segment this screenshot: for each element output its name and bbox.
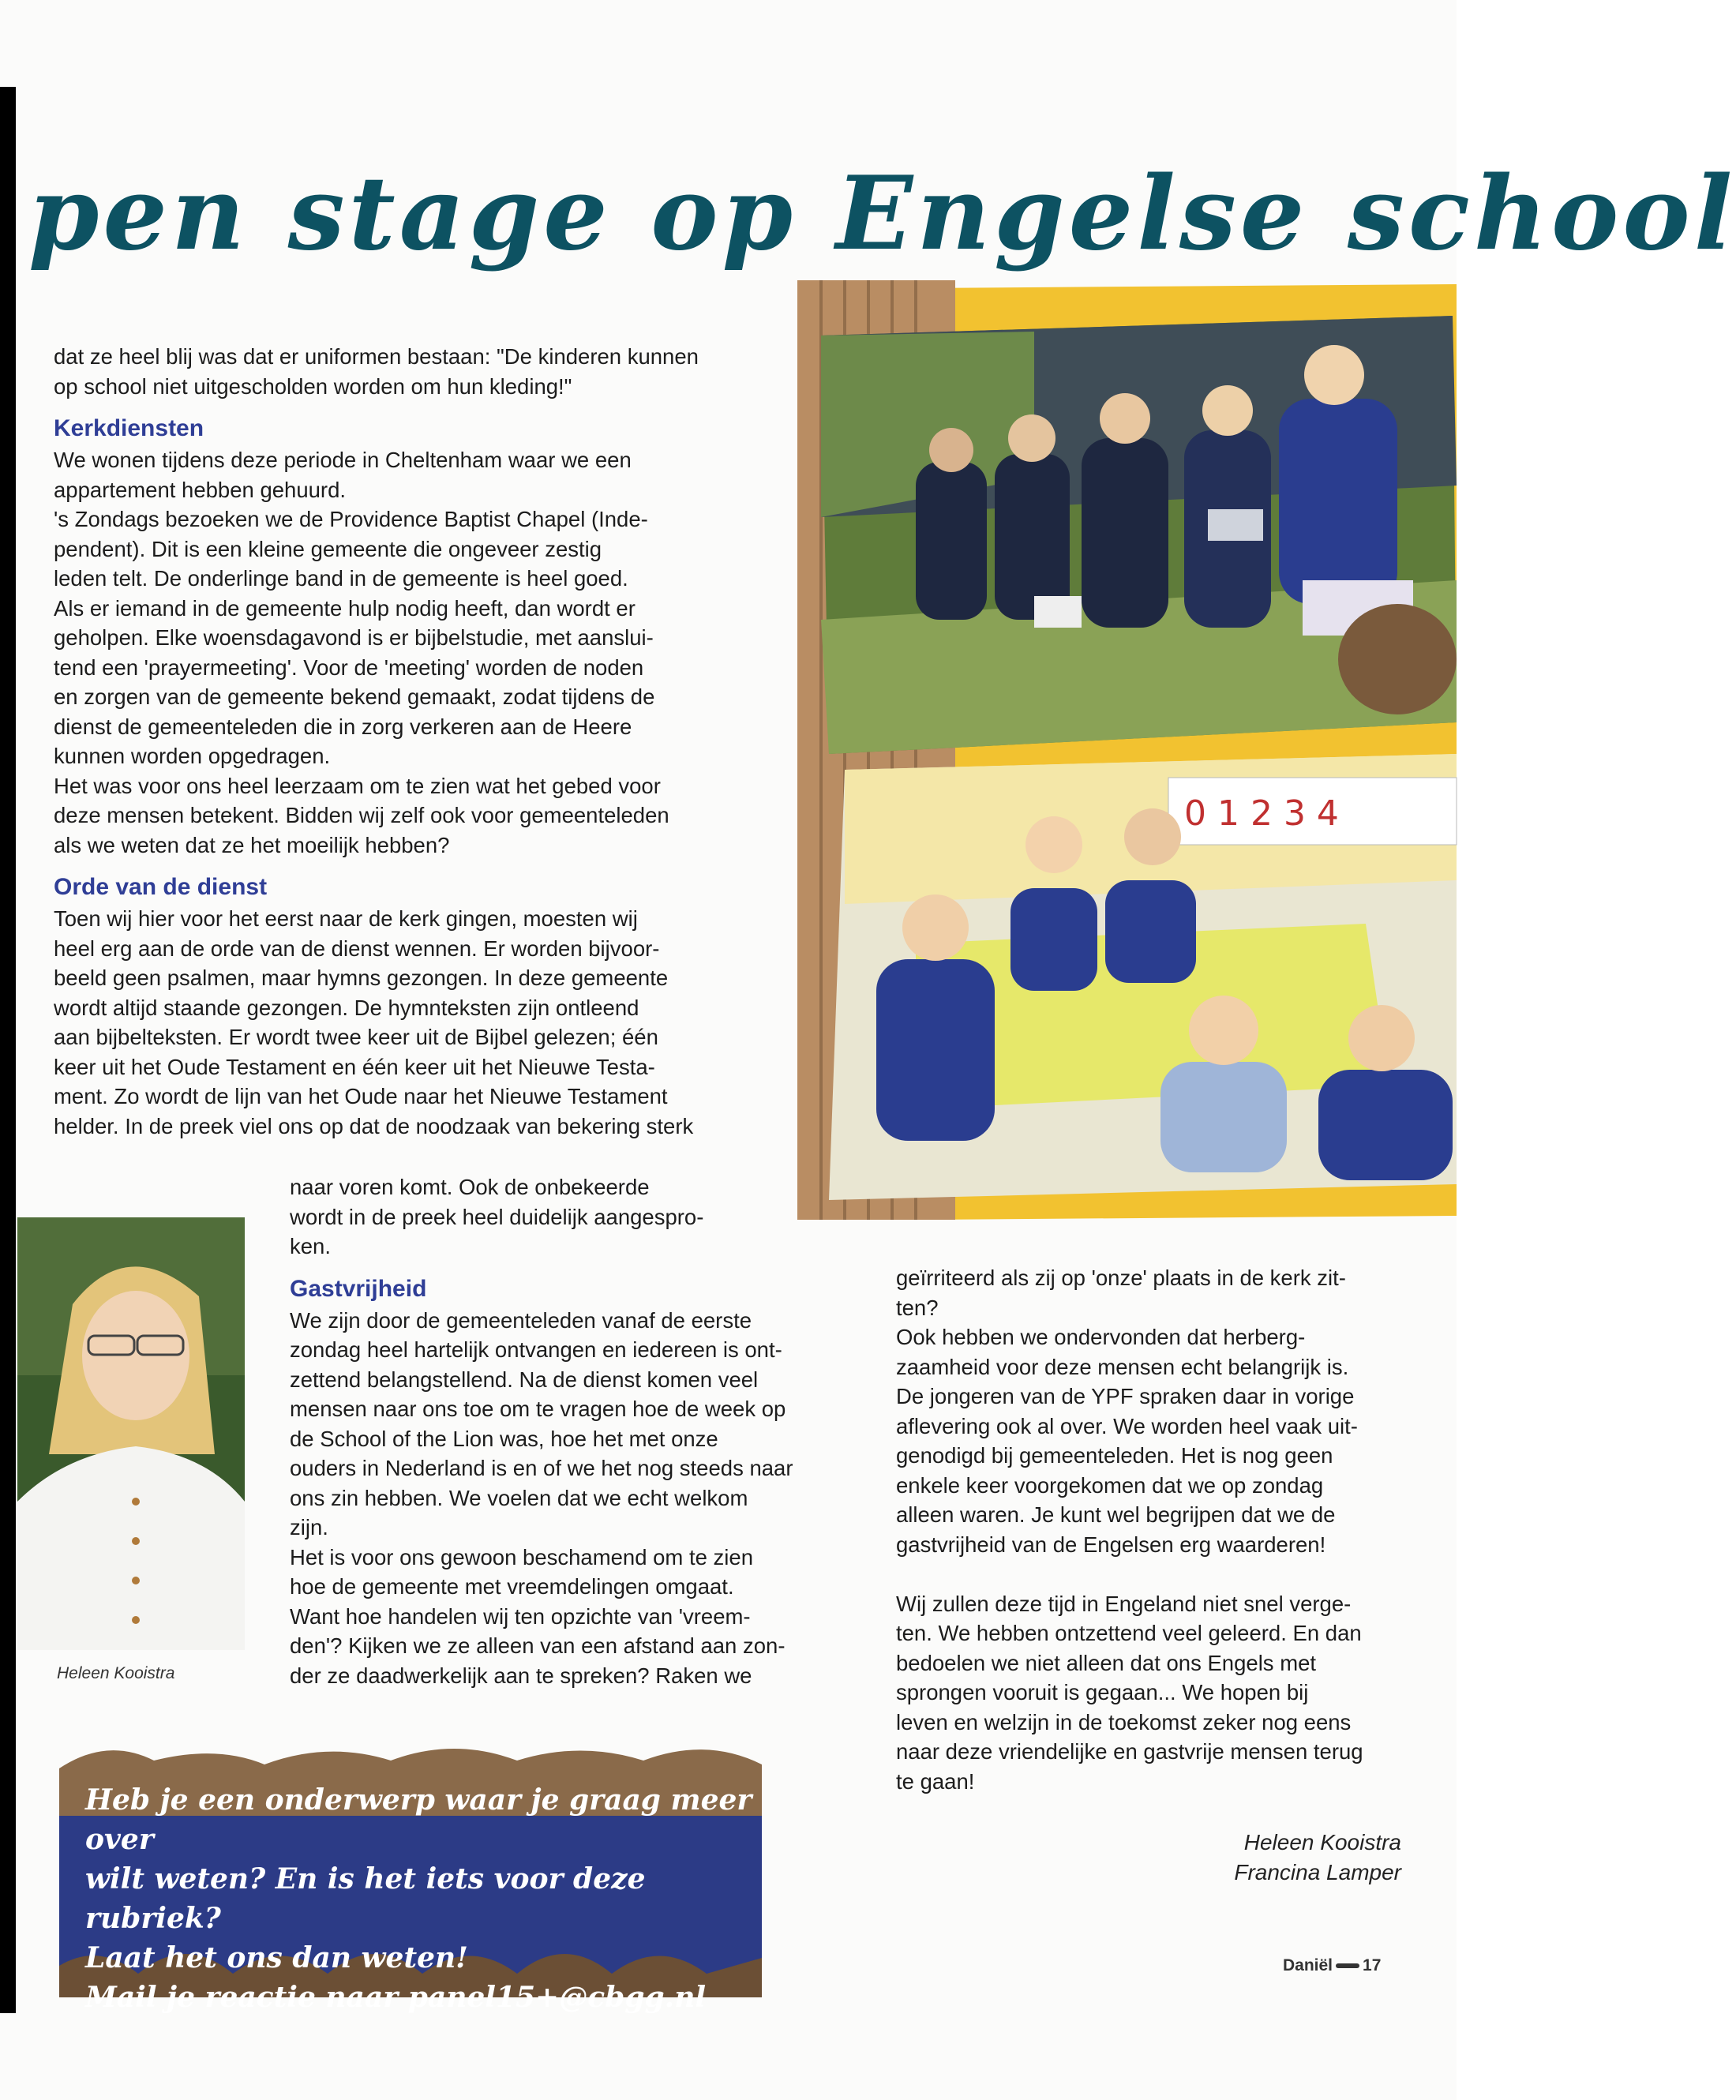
text-line: geholpen. Elke woensdagavond is er bijbelstudie, met aanslui- xyxy=(54,625,654,650)
author-name: Francina Lamper xyxy=(1234,1860,1401,1884)
text-line: naar deze vriendelijke en gastvrije mensen terug xyxy=(896,1739,1363,1764)
text-line: op school niet uitgescholden worden om hun kleding!" xyxy=(54,373,572,399)
article-title: pen stage op Engelse school xyxy=(28,155,1736,273)
text-line: alleen waren. Je kunt wel begrijpen dat we de xyxy=(896,1502,1336,1527)
text-line: der ze daadwerkelijk aan te spreken? Raken we xyxy=(290,1663,752,1688)
magazine-name: Daniël xyxy=(1283,1956,1333,1974)
banner-line: Laat het ons dan weten! xyxy=(85,1941,468,1974)
binding-edge xyxy=(0,87,16,2013)
text-line: helder. In de preek viel ons op dat de noodzaak van bekering sterk xyxy=(54,1113,694,1138)
text-line: de School of the Lion was, hoe het met onze xyxy=(290,1426,718,1451)
text-line: genodigd bij gemeenteleden. Het is nog geen xyxy=(896,1443,1333,1468)
text-line: Als er iemand in de gemeente hulp nodig heeft, dan wordt er xyxy=(54,595,636,621)
text-line: enkele keer voorgekomen dat we op zondag xyxy=(896,1472,1324,1498)
text-line: heel erg aan de orde van de dienst wennen. Er worden bijvoor- xyxy=(54,936,660,961)
text-line: ten? xyxy=(896,1295,939,1320)
text-line: leven en welzijn in de toekomst zeker nog eens xyxy=(896,1709,1352,1734)
banner-line: Heb je een onderwerp waar je graag meer over xyxy=(85,1783,752,1856)
text-line: zettend belangstellend. Na de dienst komen veel xyxy=(290,1367,759,1392)
text-line: ons zin hebben. We voelen dat we echt welkom xyxy=(290,1485,748,1510)
text-line: ouders in Nederland is en of we het nog steeds naar xyxy=(290,1456,793,1480)
left-column xyxy=(54,342,764,1141)
text-line: De jongeren van de YPF spraken daar in vorige xyxy=(896,1384,1355,1408)
text-line: den'? Kijken we ze alleen van een afstand aan zon- xyxy=(290,1633,786,1658)
text-line: bedoelen we niet alleen dat ons Engels met xyxy=(896,1650,1317,1675)
text-line: gastvrijheid van de Engelsen erg waarderen! xyxy=(896,1532,1326,1557)
middle-column xyxy=(290,1172,834,1690)
text-line: We wonen tijdens deze periode in Cheltenham waar we een xyxy=(54,448,632,472)
text-line: Het is voor ons gewoon beschamend om te zien xyxy=(290,1544,753,1569)
text-line: sprongen vooruit is gegaan... We hopen bij xyxy=(896,1680,1309,1704)
byline xyxy=(1234,1828,1401,1888)
banner-text xyxy=(85,1780,764,2017)
heading-kerkdiensten: Kerkdiensten xyxy=(54,415,204,441)
text-line: aan bijbelteksten. Er wordt twee keer uit de Bijbel gelezen; één xyxy=(54,1025,658,1049)
text-line: hoe de gemeente met vreemdelingen omgaat. xyxy=(290,1574,734,1599)
page-footer xyxy=(1283,1956,1381,1975)
text-line: appartement hebben gehuurd. xyxy=(54,477,347,502)
photo-classroom xyxy=(829,754,1457,1200)
text-line: dienst de gemeenteleden die in zorg verkeren aan de Heere xyxy=(54,714,632,739)
text-line: zijn. xyxy=(290,1515,328,1539)
page-number: 17 xyxy=(1363,1956,1382,1974)
text-line: zaamheid voor deze mensen echt belangrijk is. xyxy=(896,1354,1349,1379)
text-line: dat ze heel blij was dat er uniformen bestaan: "De kinderen kunnen xyxy=(54,344,699,369)
classroom-number-chart: 0 1 2 3 4 xyxy=(1184,793,1339,834)
text-line: te gaan! xyxy=(896,1768,975,1794)
heading-orde-van-de-dienst: Orde van de dienst xyxy=(54,874,268,900)
text-line: naar voren komt. Ook de onbekeerde xyxy=(290,1175,650,1199)
photo-caption: Heleen Kooistra xyxy=(57,1664,175,1682)
author-name: Heleen Kooistra xyxy=(1243,1830,1401,1854)
arrow-icon xyxy=(1336,1963,1359,1968)
text-line: en zorgen van de gemeente bekend gemaakt, zodat tijdens de xyxy=(54,684,655,709)
text-line: keer uit het Oude Testament en één keer uit het Nieuwe Testa- xyxy=(54,1054,655,1079)
banner-line: Mail je reactie naar panel15+@cbgg.nl xyxy=(85,1981,707,2014)
photo-schoolgirls-outdoors xyxy=(821,316,1457,754)
text-line: ment. Zo wordt de lijn van het Oude naar het Nieuwe Testament xyxy=(54,1084,668,1108)
text-line: geïrriteerd als zij op 'onze' plaats in de kerk zit- xyxy=(896,1266,1346,1290)
text-line: Want hoe handelen wij ten opzichte van 'vreem- xyxy=(290,1603,751,1629)
text-line: beeld geen psalmen, maar hymns gezongen. In deze gemeente xyxy=(54,966,669,990)
text-line: wordt in de preek heel duidelijk aangespro- xyxy=(290,1204,704,1229)
text-line: zondag heel hartelijk ontvangen en iedereen is ont- xyxy=(290,1337,782,1362)
text-line: Het was voor ons heel leerzaam om te zien wat het gebed voor xyxy=(54,773,661,798)
text-line: mensen naar ons toe om te vragen hoe de week op xyxy=(290,1397,786,1421)
photo-collage xyxy=(797,280,1457,1220)
text-line: aflevering ook al over. We worden heel vaak uit- xyxy=(896,1413,1358,1438)
text-line: als we weten dat ze het moeilijk hebben? xyxy=(54,832,450,857)
text-line: kunnen worden opgedragen. xyxy=(54,744,331,768)
heading-gastvrijheid: Gastvrijheid xyxy=(290,1275,427,1302)
text-line: leden telt. De onderlinge band in de gemeente is heel goed. xyxy=(54,566,628,591)
text-line: wordt altijd staande gezongen. De hymnteksten zijn ontleend xyxy=(54,995,639,1020)
text-line: Toen wij hier voor het eerst naar de kerk gingen, moesten wij xyxy=(54,906,638,931)
text-line: pendent). Dit is een kleine gemeente die ongeveer zestig xyxy=(54,536,602,561)
banner-line: wilt weten? En is het iets voor deze rubriek? xyxy=(85,1862,646,1935)
right-column xyxy=(896,1263,1433,1796)
text-line: ten. We hebben ontzettend veel geleerd. En dan xyxy=(896,1621,1362,1645)
text-line: We zijn door de gemeenteleden vanaf de eerste xyxy=(290,1307,752,1333)
portrait-photo xyxy=(17,1217,245,1650)
text-line: Ook hebben we ondervonden dat herberg- xyxy=(896,1325,1306,1349)
text-line: 's Zondags bezoeken we de Providence Baptist Chapel (Inde- xyxy=(54,507,648,531)
text-line: ken. xyxy=(290,1234,331,1258)
text-line: Wij zullen deze tijd in Engeland niet snel verge- xyxy=(896,1591,1352,1616)
text-line: tend een 'prayermeeting'. Voor de 'meeting' worden de noden xyxy=(54,654,644,680)
text-line: deze mensen betekent. Bidden wij zelf ook voor gemeenteleden xyxy=(54,803,669,827)
